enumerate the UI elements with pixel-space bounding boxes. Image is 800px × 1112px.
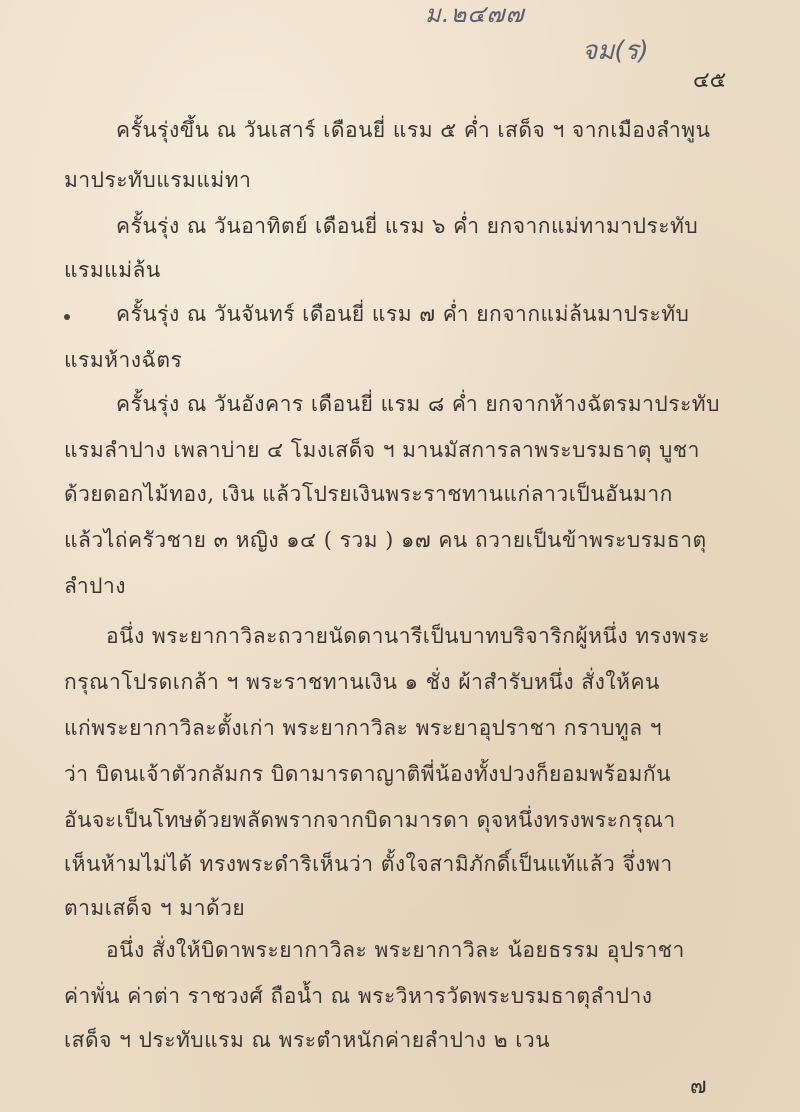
handwritten-annotation-top: ม.๒๔๗๗ xyxy=(425,0,525,28)
page-number: ๔๕ xyxy=(693,68,727,93)
footer-number: ๗ xyxy=(690,1074,707,1099)
text-line: กรุณาโปรดเกล้า ฯ พระราชทานเงิน ๑ ชั่ง ผ้าสำรับหนึ่ง สั่งให้คน xyxy=(64,670,660,694)
handwritten-annotation-right: จม(ร) xyxy=(582,36,649,66)
text-line: แรมห้างฉัตร xyxy=(64,348,183,372)
text-line: ตามเสด็จ ฯ มาด้วย xyxy=(64,896,246,920)
text-line: อนึ่ง สั่งให้บิดาพระยากาวิละ พระยากาวิละ น้อยธรรม อุปราชา xyxy=(106,938,685,962)
text-line: ครั้นรุ่ง ณ วันอังคาร เดือนยี่ แรม ๘ ค่ำ ยกจากห้างฉัตรมาประทับ xyxy=(116,392,720,416)
text-line: เห็นห้ามไม่ได้ ทรงพระดำริเห็นว่า ตั้งใจสามิภักดิ์เป็นแท้แล้ว จึ่งพา xyxy=(64,852,673,876)
text-line: ว่า บิดนเจ้าตัวกลัมกร บิดามารดาญาติพี่น้องทั้งปวงก็ยอมพร้อมกัน xyxy=(64,762,671,786)
text-line: ค่าพั่น ค่าต่า ราชวงศ์ ถือน้ำ ณ พระวิหารวัดพระบรมธาตุลำปาง xyxy=(64,984,653,1008)
text-line: แรมลำปาง เพลาบ่าย ๔ โมงเสด็จ ฯ มานมัสการลาพระบรมธาตุ บูชา xyxy=(64,438,700,462)
text-line: ครั้นรุ่ง ณ วันอาทิตย์ เดือนยี่ แรม ๖ ค่ำ ยกจากแม่ทามาประทับ xyxy=(116,214,699,238)
text-line: อันจะเป็นโทษด้วยพลัดพรากจากบิดามารดา ดุจหนึ่งทรงพระกรุณา xyxy=(64,808,676,832)
text-line: มาประทับแรมแม่ทา xyxy=(64,168,252,192)
text-line: ลำปาง xyxy=(64,574,127,598)
text-line: ด้วยดอกไม้ทอง, เงิน แล้วโปรยเงินพระราชทานแก่ลาวเป็นอันมาก xyxy=(64,482,673,506)
margin-dot xyxy=(64,314,70,320)
text-line: อนึ่ง พระยากาวิละถวายนัดดานารีเป็นบาทบริจาริกผู้หนึ่ง ทรงพระ xyxy=(106,624,711,648)
text-line: เสด็จ ฯ ประทับแรม ณ พระตำหนักค่ายลำปาง ๒ เวน xyxy=(64,1028,551,1052)
text-line: ครั้นรุ่งขึ้น ณ วันเสาร์ เดือนยี่ แรม ๕ ค่ำ เสด็จ ฯ จากเมืองลำพูน xyxy=(116,118,711,142)
text-line: แล้วไถ่ครัวชาย ๓ หญิง ๑๔ ( รวม ) ๑๗ คน ถวายเป็นข้าพระบรมธาตุ xyxy=(64,528,707,552)
text-line: ครั้นรุ่ง ณ วันจันทร์ เดือนยี่ แรม ๗ ค่ำ ยกจากแม่ล้นมาประทับ xyxy=(116,302,690,326)
text-line: แก่พระยากาวิละตั้งเก่า พระยากาวิละ พระยาอุปราชา กราบทูล ฯ xyxy=(64,716,663,740)
text-line: แรมแม่ล้น xyxy=(64,258,161,282)
